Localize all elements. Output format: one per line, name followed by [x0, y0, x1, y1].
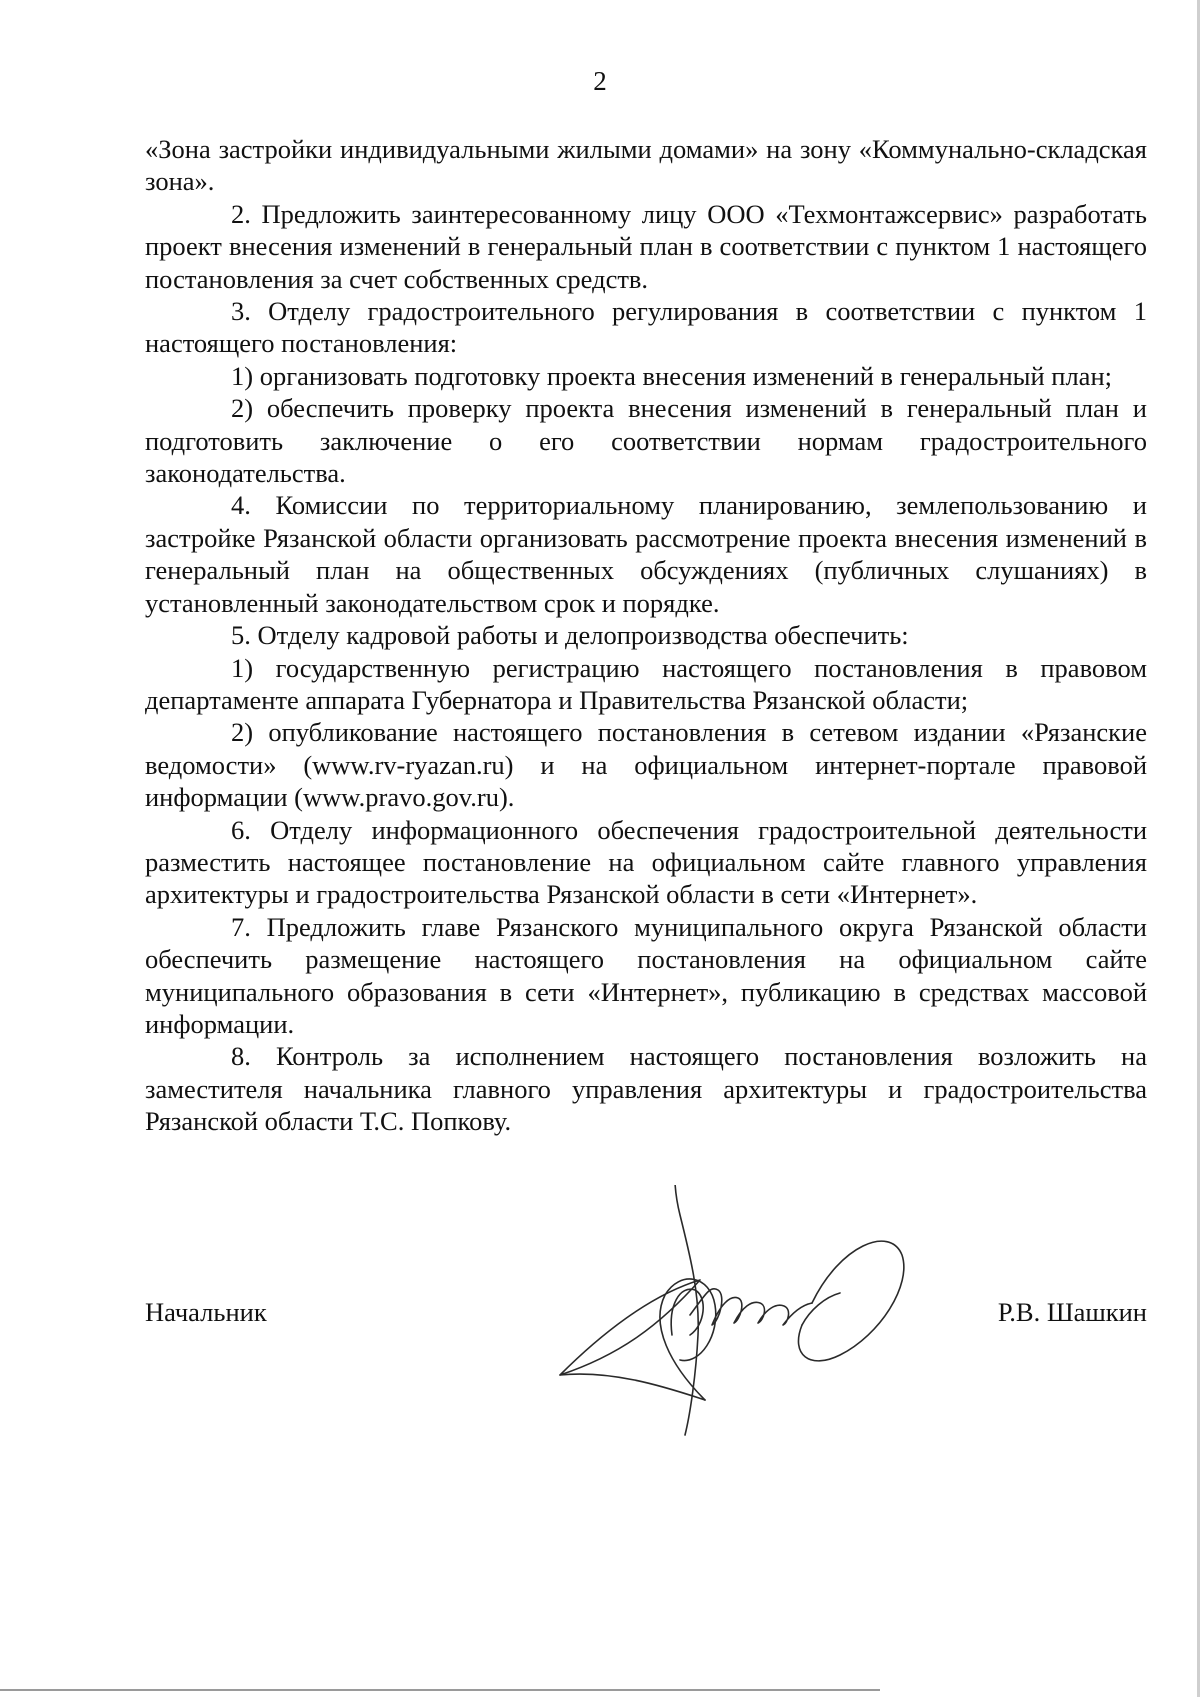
paragraph-item-5-2: 2) опубликование настоящего постановления в сетевом издании «Рязанские ведомости» (www.rv-ryazan.ru) и на официальном интернет-портале правовой информации (www.pravo.gov.ru). [145, 717, 1147, 813]
paragraph-item-3-2: 2) обеспечить проверку проекта внесения изменений в генеральный план и подготовить заключение о его соответствии нормам градостроительного законодательства. [145, 393, 1147, 489]
paragraph-item-3-1: 1) организовать подготовку проекта внесения изменений в генеральный план; [231, 360, 1112, 391]
document-body [145, 133, 1147, 1138]
paragraph-item-8: 8. Контроль за исполнением настоящего постановления возложить на заместителя начальника главного управления архитектуры и градостроительства Рязанской области Т.С. Попкову. [145, 1041, 1147, 1137]
handwritten-signature [540, 1185, 910, 1445]
paragraph-item-6: 6. Отделу информационного обеспечения градостроительной деятельности разместить настоящее постановление на официальном сайте главного управления архитектуры и градостроительства Рязанской области в сети «Интернет». [145, 814, 1147, 910]
paragraph-continuation: «Зона застройки индивидуальными жилыми домами» на зону «Коммунально-складская зона». [145, 134, 1147, 197]
page-number: 2 [593, 66, 607, 96]
signer-name: Р.В. Шашкин [997, 1297, 1147, 1327]
paragraph-item-2: 2. Предложить заинтересованному лицу ООО «Техмонтажсервис» разработать проект внесения изменений в генеральный план в соответствии с пунктом 1 настоящего постановления за счет собственных средств. [145, 198, 1147, 294]
paragraph-item-5: 5. Отделу кадровой работы и делопроизводства обеспечить: [231, 620, 909, 651]
scan-edge-line [0, 1689, 880, 1691]
signer-title: Начальник [145, 1297, 267, 1327]
paragraph-item-3: 3. Отделу градостроительного регулирования в соответствии с пунктом 1 настоящего постановления: [145, 296, 1147, 359]
paragraph-item-5-1: 1) государственную регистрацию настоящего постановления в правовом департаменте аппарата Губернатора и Правительства Рязанской области; [145, 652, 1147, 715]
paragraph-item-4: 4. Комиссии по территориальному планированию, землепользованию и застройке Рязанской области организовать рассмотрение проекта внесения изменений в генеральный план на общественных обсуждениях (публичных слушаниях) в установленный законодательством срок и порядке. [145, 490, 1147, 618]
paragraph-item-7: 7. Предложить главе Рязанского муниципального округа Рязанской области обеспечить размещение настоящего постановления на официальном сайте муниципального образования в сети «Интернет», публикацию в средствах массовой информации. [145, 911, 1147, 1039]
